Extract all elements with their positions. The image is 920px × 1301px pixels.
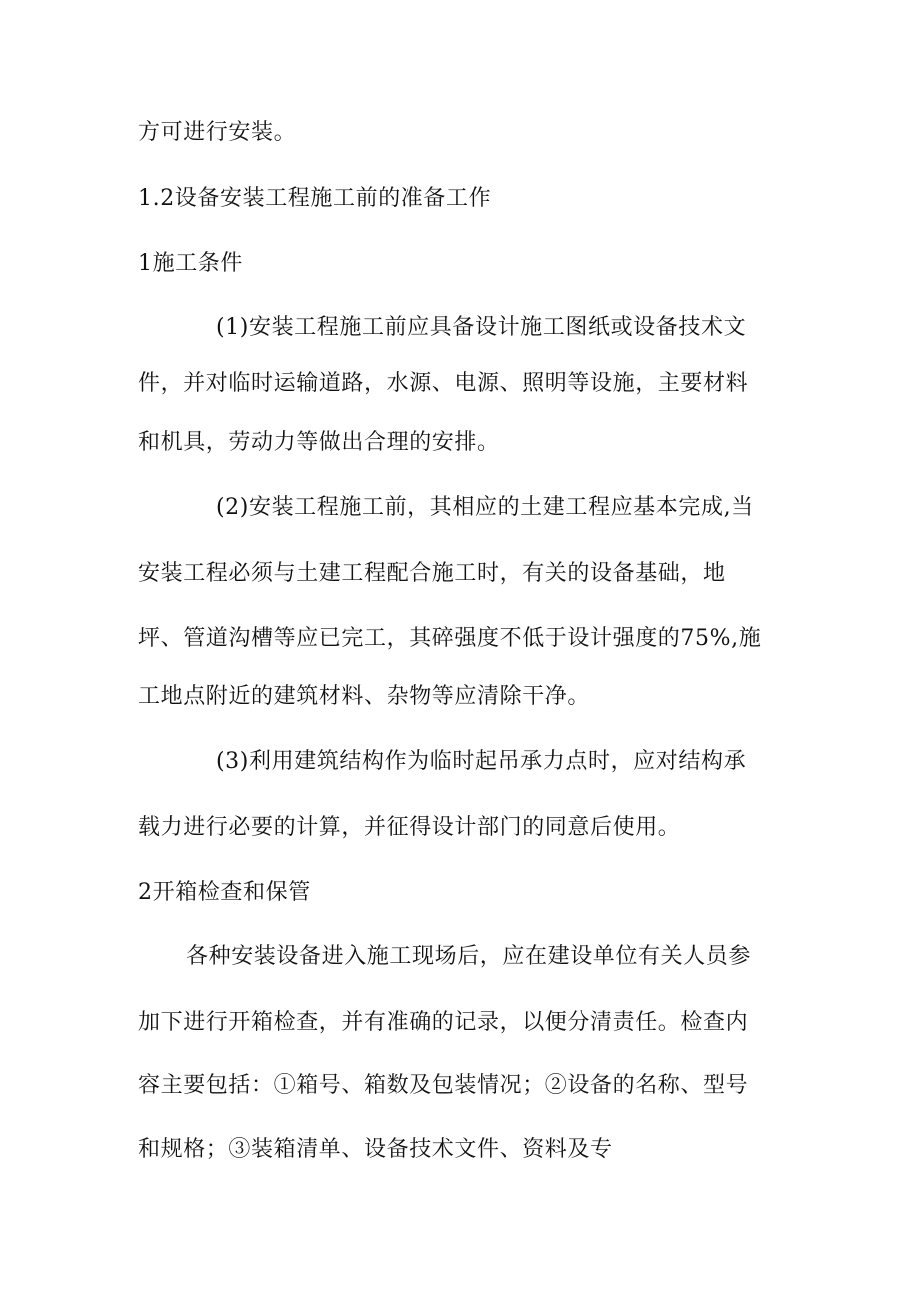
paragraph-4-line-1: 各种安装设备进入施工现场后，应在建设单位有关人员参 xyxy=(186,944,752,969)
paragraph-2-line-1: (2)安装工程施工前，其相应的土建工程应基本完成,当 xyxy=(216,495,754,520)
paragraph-4-line-2: 加下进行开箱检查，并有准确的记录，以便分清责任。检查内 xyxy=(138,1010,749,1035)
section-heading-1-2: 1.2设备安装工程施工前的准备工作 xyxy=(138,186,492,211)
subsection-heading-1: 1施工条件 xyxy=(138,251,243,276)
paragraph-1-line-3: 和机具，劳动力等做出合理的安排。 xyxy=(138,430,500,455)
paragraph-2-line-2: 安装工程必须与土建工程配合施工时，有关的设备基础，地 xyxy=(138,561,726,586)
paragraph-3-line-2: 载力进行必要的计算，并征得设计部门的同意后使用。 xyxy=(138,815,681,840)
paragraph-2-line-4: 工地点附近的建筑材料、杂物等应清除干净。 xyxy=(138,684,591,709)
text-line-1: 方可进行安装。 xyxy=(138,120,297,145)
subsection-heading-2: 2开箱检查和保管 xyxy=(138,880,311,905)
paragraph-1-line-2: 件，并对临时运输道路，水源、电源、照明等设施，主要材料 xyxy=(138,371,749,396)
paragraph-3-line-1: (3)利用建筑结构作为临时起吊承力点时，应对结构承 xyxy=(216,749,747,774)
paragraph-4-line-3: 容主要包括：①箱号、箱数及包装情况；②设备的名称、型号 xyxy=(138,1073,749,1098)
paragraph-2-line-3: 坪、管道沟槽等应已完工，其碎强度不低于设计强度的75%,施 xyxy=(138,626,762,651)
paragraph-1-line-1: (1)安装工程施工前应具备设计施工图纸或设备技术文 xyxy=(216,315,747,340)
paragraph-4-line-4: 和规格；③装箱清单、设备技术文件、资料及专 xyxy=(138,1137,613,1162)
